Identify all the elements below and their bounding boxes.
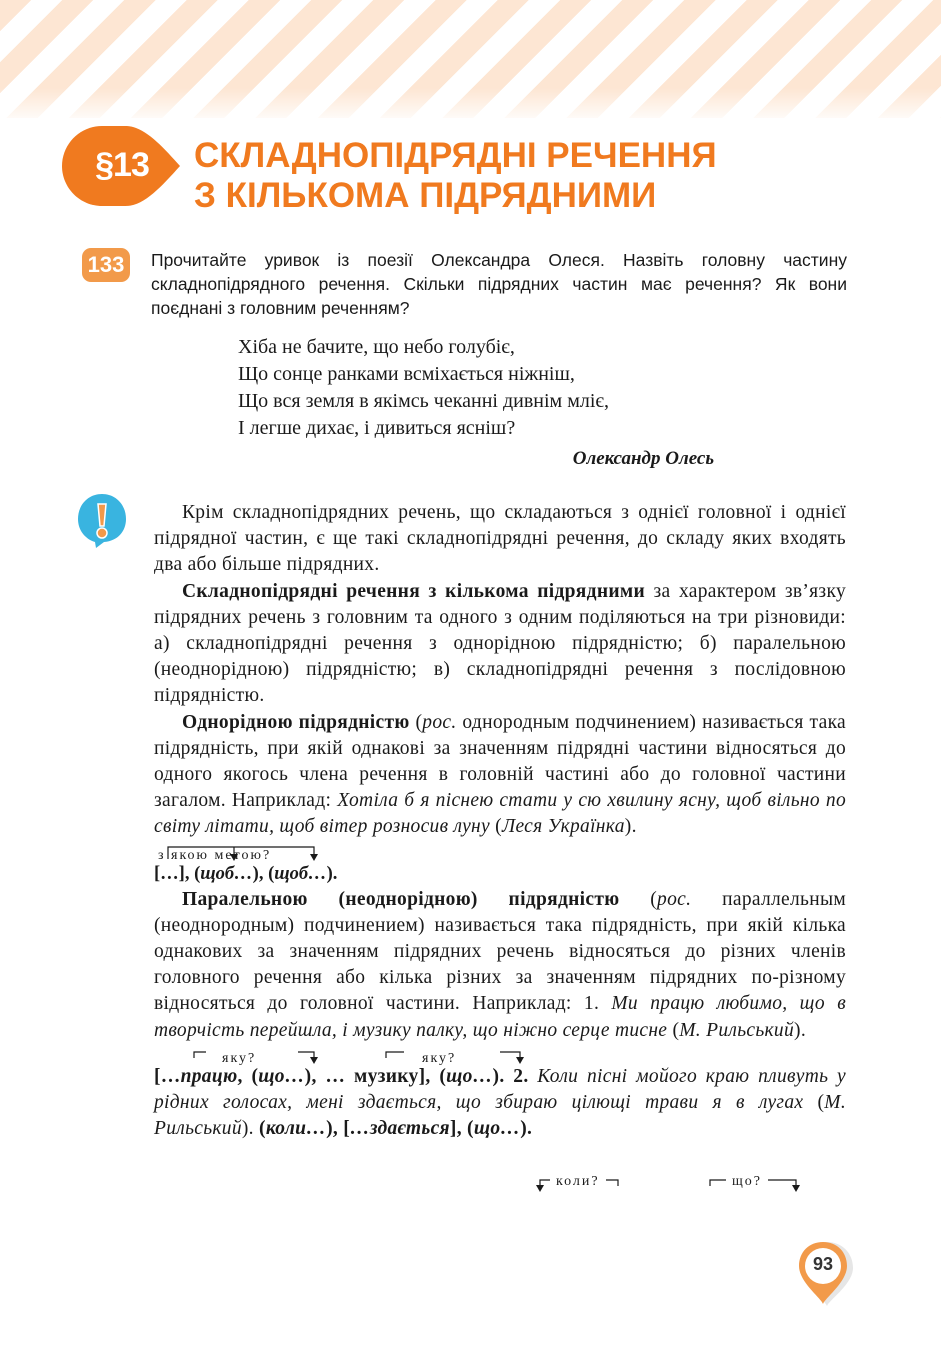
term-bold: Складнопідрядні речення з кількома підрядними xyxy=(182,580,646,602)
term-bold: Паралельною (неоднорідною) підрядністю xyxy=(182,888,620,910)
scheme-annotation xyxy=(154,1044,846,1064)
example-source: М. Рильський xyxy=(679,1019,795,1041)
scheme-3-annotation xyxy=(500,1172,840,1192)
theory-paragraph xyxy=(154,579,846,710)
scheme-main-part: …здається xyxy=(350,1118,450,1140)
chapter-title-line1: СКЛАДНОПІДРЯДНІ РЕЧЕННЯ xyxy=(194,136,717,175)
text-span: ( xyxy=(619,888,658,910)
chapter-title-line2: З КІЛЬКОМА ПІДРЯДНИМИ xyxy=(194,176,657,215)
rus-abbr: рос. xyxy=(422,711,457,733)
exclamation-info-icon xyxy=(74,490,130,550)
example-quote: Коли пісні мойого краю пливуть у рідних голосах, мені здається, що збираю цілющі трави я в лугах xyxy=(154,1065,846,1114)
theory-paragraph xyxy=(154,887,846,1044)
text-span: ( xyxy=(667,1019,680,1041)
scheme-1 xyxy=(154,841,846,887)
chapter-title xyxy=(194,136,894,216)
scheme-sub-part: що… xyxy=(258,1065,305,1087)
scheme-sep: ], ( xyxy=(418,1065,447,1087)
scheme-sub-part: що… xyxy=(446,1065,493,1087)
poem-line: Хіба не бачите, що небо голубіє, xyxy=(238,336,515,358)
theory-text xyxy=(154,500,846,1142)
text-span: ). xyxy=(624,816,637,838)
scheme-question: коли? xyxy=(556,1174,600,1189)
scheme-sep: , ( xyxy=(184,863,201,884)
paragraph-badge xyxy=(62,126,180,206)
text-span: ( xyxy=(409,711,423,733)
scheme-question: що? xyxy=(732,1174,762,1189)
scheme-word: працю xyxy=(180,1065,238,1087)
scheme-sep: ). xyxy=(520,1118,533,1140)
scheme-main-part: […] xyxy=(154,863,185,884)
exercise-number-badge: 133 xyxy=(82,248,130,282)
scheme-sep: [… xyxy=(154,1065,181,1087)
poem-author: Олександр Олесь xyxy=(572,448,714,469)
scheme-sub-part: щоб… xyxy=(274,863,327,884)
scheme-sep: ), ( xyxy=(252,863,275,884)
scheme-sep: ). xyxy=(326,863,338,884)
text-span: за характером зв’язку підрядних речень з головним та одного з одним поділяються на три різновиди: а) складнопідрядні речення з однорідною підрядністю; б) паралельною (неоднорідною) підрядністю; в) складнопідрядні речення з послідовною підрядністю. xyxy=(154,580,846,707)
poem-line: Що вся земля в якімсь чеканні дивнім мліє, xyxy=(238,390,609,412)
page-number-badge xyxy=(797,1240,857,1308)
text-span: ). xyxy=(794,1019,806,1041)
text-span: ). xyxy=(241,1118,260,1140)
scheme-sub-part: коли… xyxy=(265,1118,327,1140)
scheme-question: з якою метою? xyxy=(158,847,272,863)
example-quote: Ми працю любимо, що в творчість перейшла, і музику палку, що ніжно серце тисне xyxy=(154,993,846,1041)
scheme-sep: ), … xyxy=(304,1065,354,1087)
text-span: однородным подчинением) називається така підрядність, при якій однакові за значенням підрядні частини відносяться до одного якогось члена речення в головній частині або до головної частини загалом. Наприклад: xyxy=(154,711,846,812)
scheme-arrows xyxy=(500,1172,840,1194)
scheme-arrows xyxy=(154,1044,554,1066)
scheme-sep: ], ( xyxy=(449,1118,474,1140)
theory-paragraph xyxy=(154,710,846,841)
scheme-sep: ( xyxy=(259,1118,266,1140)
header-stripes-fade xyxy=(0,88,941,124)
example-source: Леся Українка xyxy=(501,816,625,838)
scheme-2 xyxy=(154,1044,846,1143)
scheme-sep: ). 2. xyxy=(492,1065,538,1087)
scheme-sub-part: що… xyxy=(473,1118,521,1140)
scheme-sep: , ( xyxy=(237,1065,259,1087)
scheme-question: яку? xyxy=(422,1050,457,1066)
text-span: параллельным (неоднородным) подчинением) називається така підрядність, при якій кілька однакових за значенням підрядних речень відносяться до різних членів головного речення або кілька різних за значенням підрядних по-різному відносяться до головної частини. Наприклад: 1. xyxy=(154,888,847,1015)
rus-abbr: рос. xyxy=(657,888,692,910)
scheme-annotation xyxy=(154,841,846,861)
poem-line: Що сонце ранками всміхається ніжніш, xyxy=(238,363,575,385)
theory-paragraph: Крім складнопідрядних речень, що складаються з однієї головної і однієї підрядної частин, є ще такі складнопідрядні речення, до складу яких входять два або більше підрядних. xyxy=(154,502,846,576)
text-span: ( xyxy=(489,816,502,838)
text-span: ( xyxy=(803,1092,825,1114)
paragraph-number: §13 xyxy=(95,146,149,184)
example-quote: Хотіла б я піснею стати у сю хвилину ясну, щоб вільно по світу літати, щоб вітер розносив луну xyxy=(154,790,847,838)
exercise-task: Прочитайте уривок із поезії Олександра Олеся. Назвіть головну частину складнопідрядного речення. Скільки підрядних частин має речення? Як вони поєднані з головним реченням? xyxy=(151,250,847,318)
page-number: 93 xyxy=(812,1254,834,1274)
scheme-word: музику xyxy=(353,1065,419,1087)
scheme-with-example xyxy=(154,1064,846,1143)
scheme-sep: ), [ xyxy=(326,1118,351,1140)
example-source: М. Рильський xyxy=(154,1092,846,1140)
poem-excerpt xyxy=(238,334,609,442)
scheme-sub-part: щоб… xyxy=(200,863,253,884)
poem-line: І легше дихає, і дивиться ясніш? xyxy=(238,417,516,439)
scheme-question: яку? xyxy=(222,1050,257,1066)
term-bold: Однорідною підрядністю xyxy=(182,711,410,733)
